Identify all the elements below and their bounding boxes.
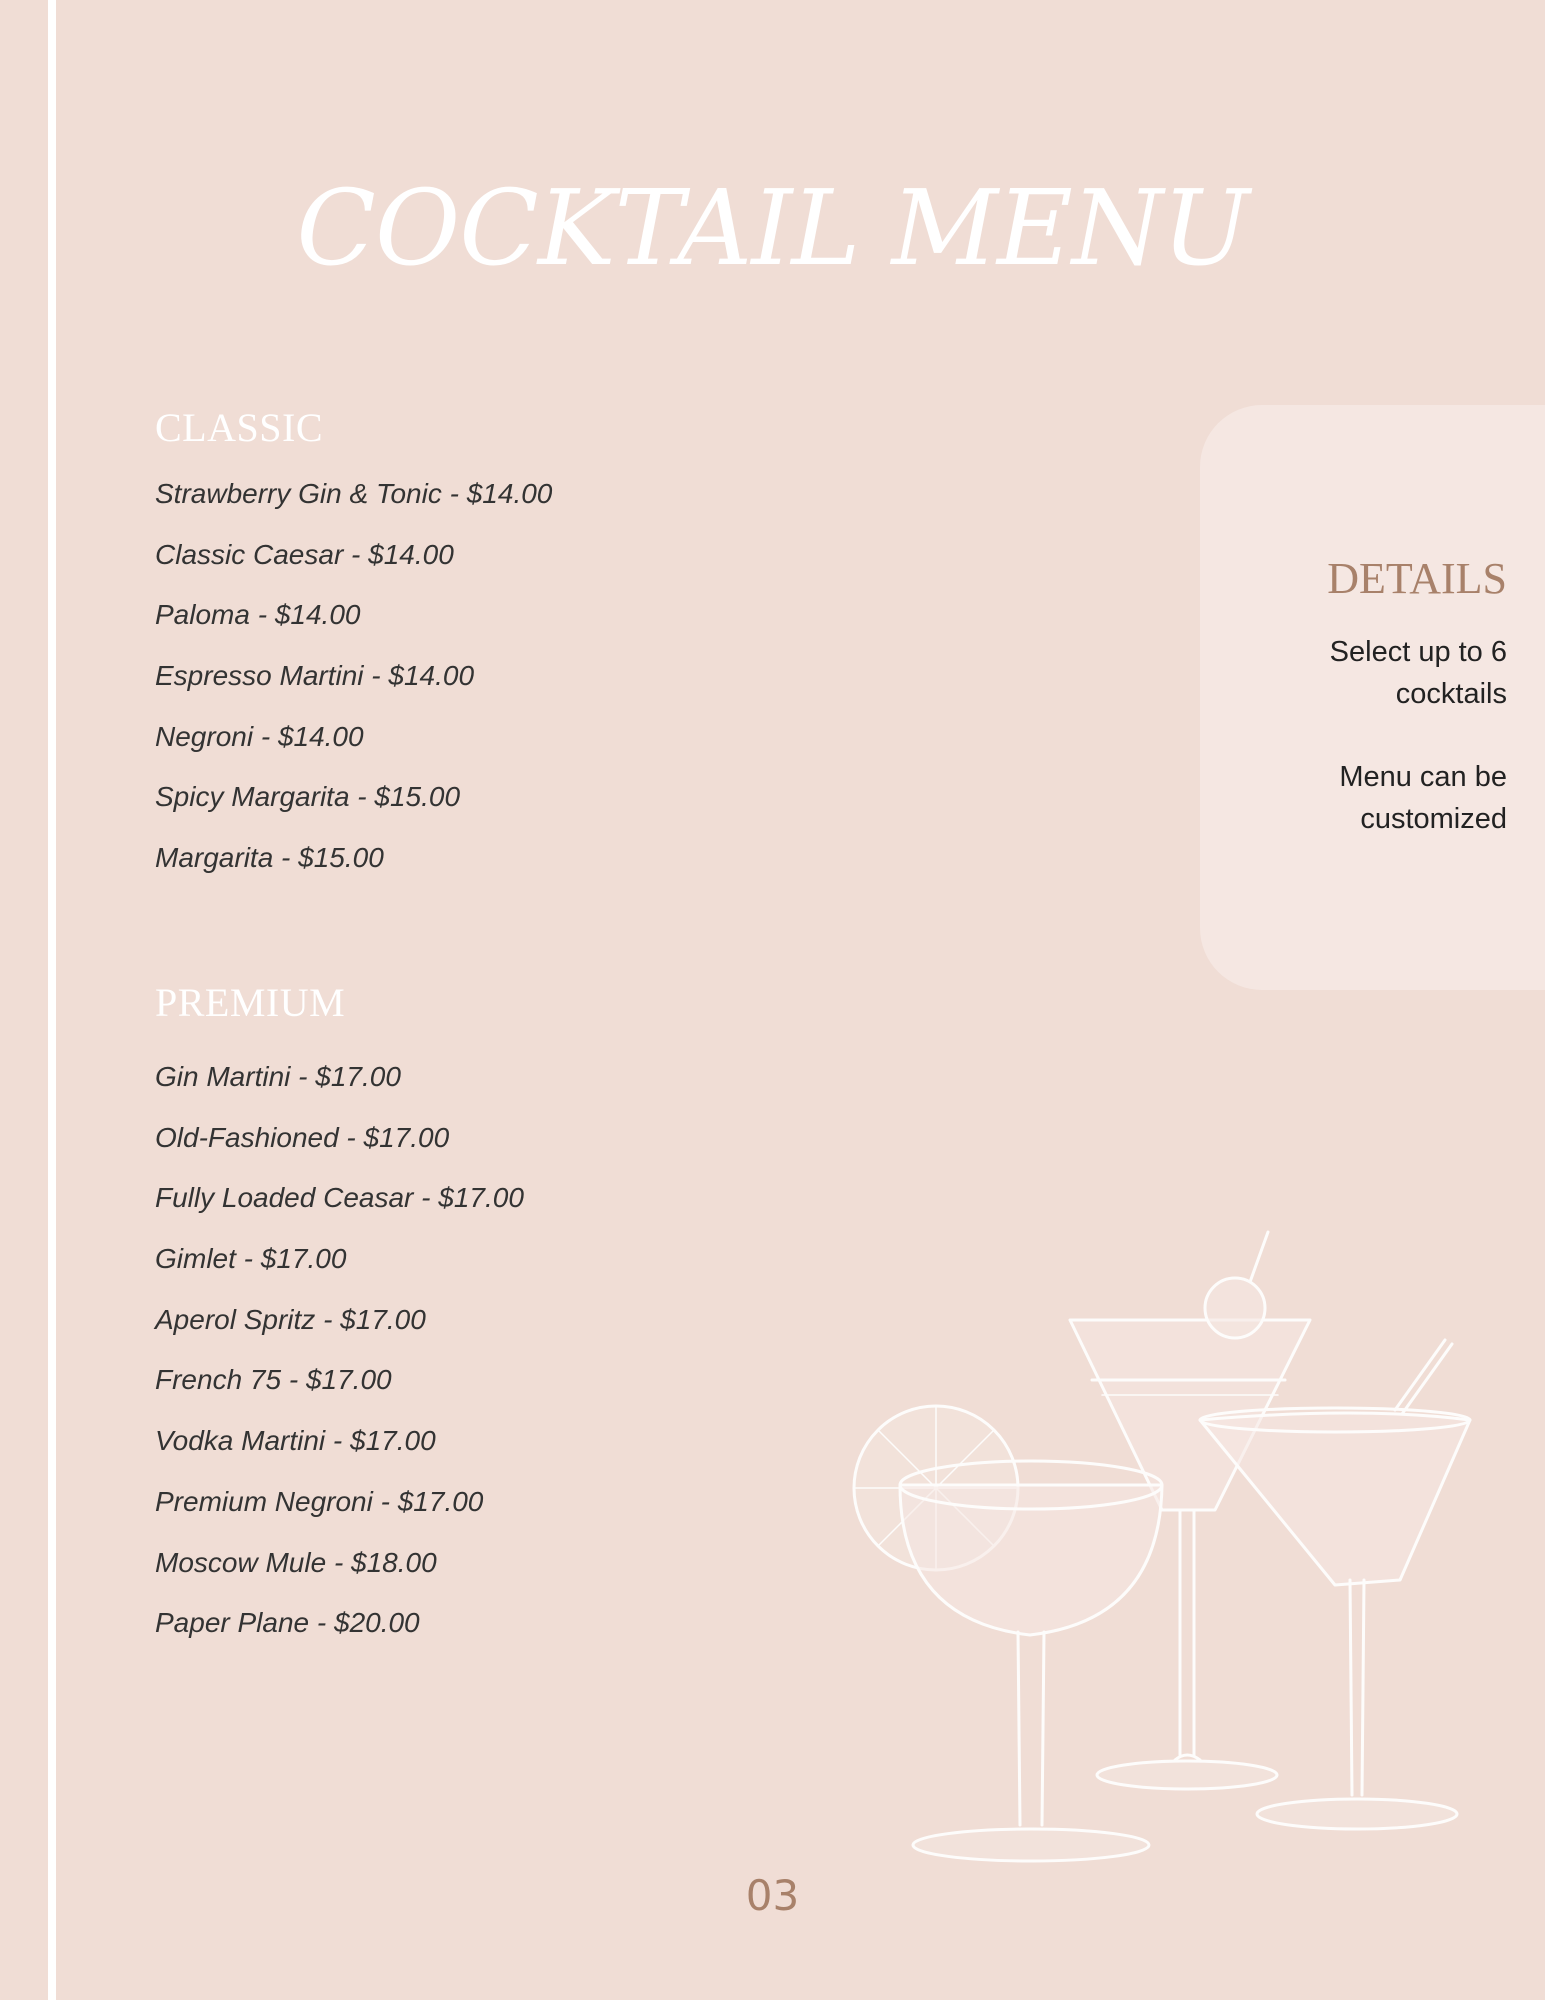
list-item: Negroni - $14.00 bbox=[155, 720, 364, 752]
list-item: French 75 - $17.00 bbox=[155, 1364, 392, 1396]
list-item: Strawberry Gin & Tonic - $14.00 bbox=[155, 478, 553, 509]
list-item: Vodka Martini - $17.00 bbox=[155, 1425, 436, 1457]
page-title: COCKTAIL MENU bbox=[296, 167, 1249, 289]
details-card bbox=[1200, 405, 1545, 990]
list-item: Fully Loaded Ceasar - $17.00 bbox=[155, 1182, 524, 1214]
list-item: Paper Plane - $20.00 bbox=[155, 1607, 420, 1639]
cocktail-glasses-illustration bbox=[840, 1220, 1480, 1880]
list-item: Gin Martini - $17.00 bbox=[155, 1061, 401, 1092]
list-item: Spicy Margarita - $15.00 bbox=[155, 781, 461, 813]
list-item: Espresso Martini - $14.00 bbox=[155, 660, 475, 692]
list-item: Aperol Spritz - $17.00 bbox=[155, 1303, 426, 1335]
list-item: Classic Caesar - $14.00 bbox=[155, 538, 454, 570]
list-item: Margarita - $15.00 bbox=[155, 842, 384, 874]
section-heading-premium: PREMIUM bbox=[155, 980, 346, 1025]
section-heading-classic: CLASSIC bbox=[155, 405, 323, 450]
classic-cocktail-list bbox=[155, 464, 552, 889]
list-item: Old-Fashioned - $17.00 bbox=[155, 1121, 450, 1153]
details-selection-note: Select up to 6 cocktails bbox=[1329, 636, 1507, 710]
list-item: Moscow Mule - $18.00 bbox=[155, 1546, 437, 1578]
list-item: Gimlet - $17.00 bbox=[155, 1243, 347, 1275]
details-heading: DETAILS bbox=[1327, 554, 1507, 603]
page-number: 03 bbox=[745, 1871, 800, 1920]
list-item: Premium Negroni - $17.00 bbox=[155, 1485, 484, 1517]
balloon-glass-icon bbox=[854, 1406, 1162, 1861]
premium-cocktail-list bbox=[155, 1047, 524, 1654]
details-customization-note: Menu can be customized bbox=[1339, 761, 1507, 835]
list-item: Paloma - $14.00 bbox=[155, 599, 361, 631]
left-border-line bbox=[48, 0, 56, 2000]
